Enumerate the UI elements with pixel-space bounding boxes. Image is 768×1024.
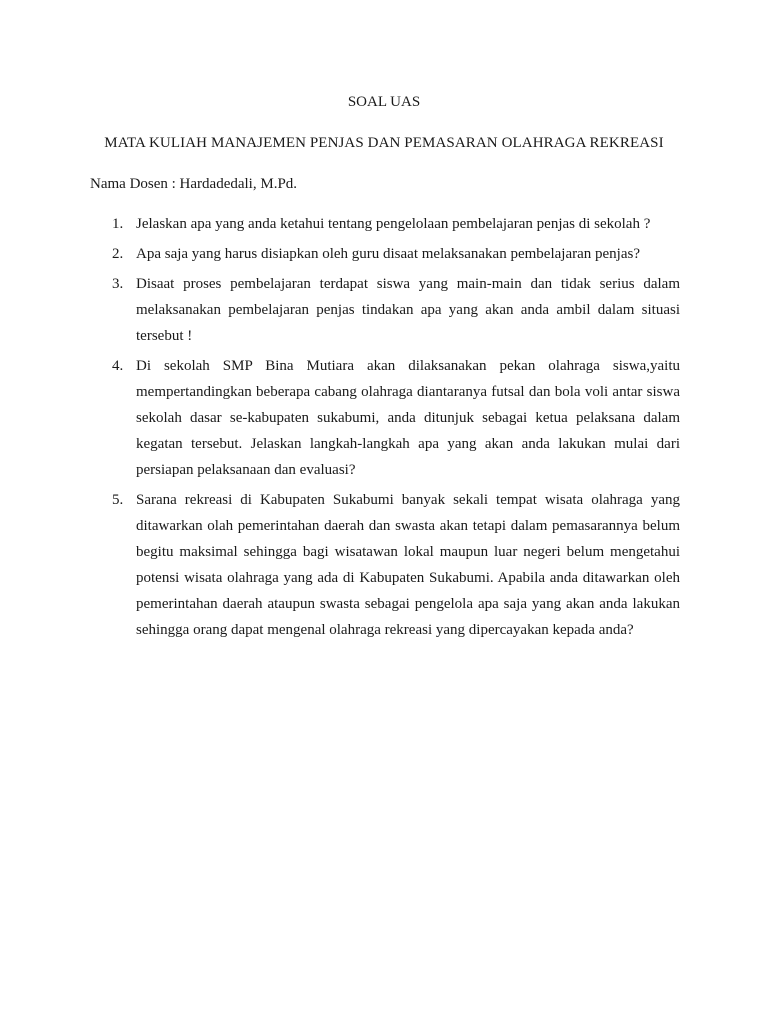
question-text: Sarana rekreasi di Kabupaten Sukabumi banyak sekali tempat wisata olahraga yang ditawarkan olah pemerintahan daerah dan swasta akan tetapi dalam pemasarannya belum begitu maksimal sehingga bagi wisatawan lokal maupun luar negeri belum mengetahui potensi wisata olahraga yang ada di Kabupaten Sukabumi. Apabila anda ditawarkan oleh pemerintahan daerah ataupun swasta sebagai pengelola apa saja yang akan anda lakukan sehingga orang dapat mengenal olahraga rekreasi yang dipercayakan kepada anda? bbox=[136, 492, 680, 638]
question-item bbox=[90, 353, 680, 483]
question-number: 3. bbox=[112, 276, 124, 292]
question-item bbox=[90, 241, 680, 267]
question-text: Jelaskan apa yang anda ketahui tentang pengelolaan pembelajaran penjas di sekolah ? bbox=[136, 216, 651, 232]
question-item bbox=[90, 487, 680, 643]
question-text: Di sekolah SMP Bina Mutiara akan dilaksanakan pekan olahraga siswa,yaitu mempertandingkan beberapa cabang olahraga diantaranya futsal dan bola voli antar siswa sekolah dasar se-kabupaten sukabumi, anda ditunjuk sebagai ketua pelaksana dalam kegatan tersebut. Jelaskan langkah-langkah apa yang akan anda lakukan mulai dari persiapan pelaksanaan dan evaluasi? bbox=[136, 358, 680, 478]
question-list bbox=[90, 211, 680, 647]
question-number: 1. bbox=[112, 216, 124, 232]
question-number: 2. bbox=[112, 246, 124, 262]
question-number: 4. bbox=[112, 358, 124, 374]
question-item bbox=[90, 211, 680, 237]
document-title: SOAL UAS bbox=[347, 94, 421, 110]
course-title: MATA KULIAH MANAJEMEN PENJAS DAN PEMASARAN OLAHRAGA REKREASI bbox=[104, 135, 664, 151]
lecturer-name: Nama Dosen : Hardadedali, M.Pd. bbox=[90, 176, 298, 192]
question-text: Apa saja yang harus disiapkan oleh guru disaat melaksanakan pembelajaran penjas? bbox=[136, 246, 640, 262]
question-number: 5. bbox=[112, 492, 124, 508]
question-text: Disaat proses pembelajaran terdapat siswa yang main-main dan tidak serius dalam melaksanakan pembelajaran penjas tindakan apa yang akan anda ambil dalam situasi tersebut ! bbox=[136, 276, 680, 344]
question-item bbox=[90, 271, 680, 349]
